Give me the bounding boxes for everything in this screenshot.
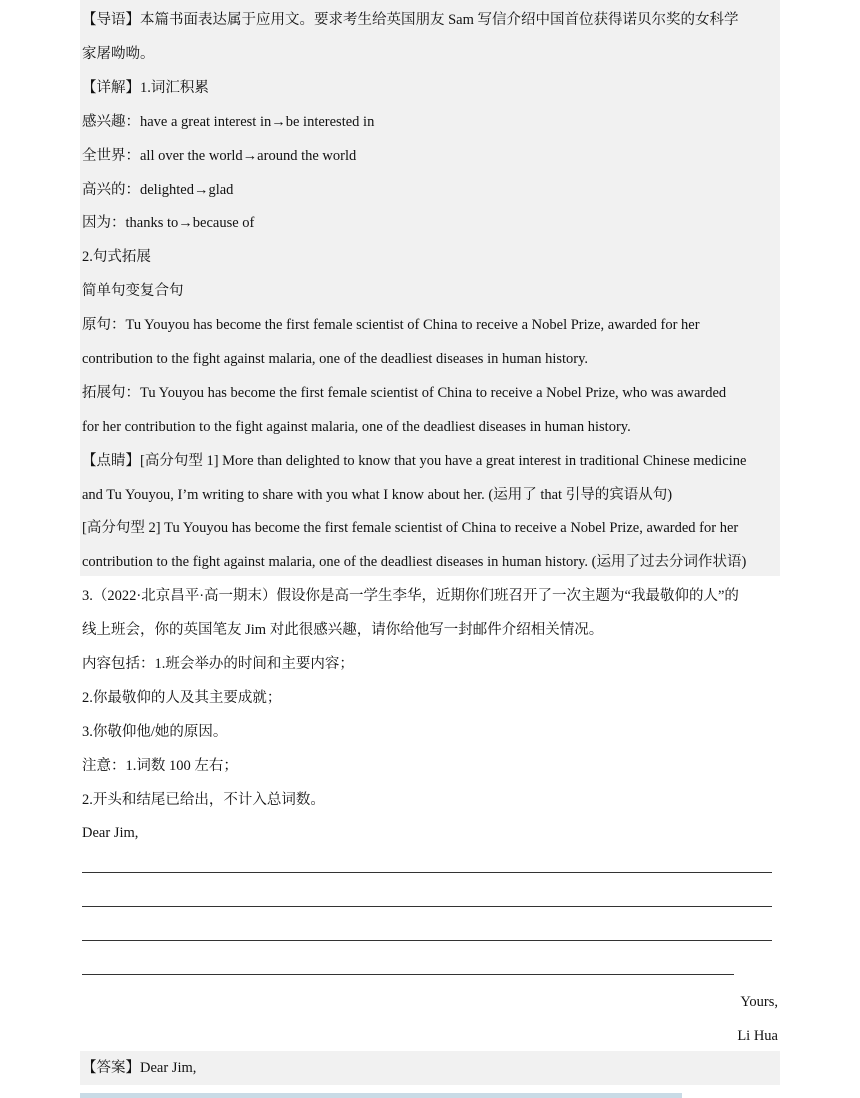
extended-sentence-line-2: for her contribution to the fight against malaria, one of the deadliest diseases in human history. — [82, 419, 631, 435]
letter-greeting: Dear Jim, — [82, 825, 139, 841]
bottom-decoration-bar — [80, 1093, 682, 1098]
pattern-title: 2.句式拓展 — [82, 249, 151, 265]
content-item-3: 3.你敬仰他/她的原因。 — [82, 724, 228, 740]
original-sentence-line-1: 原句：Tu Youyou has become the first female scientist of China to receive a Nobel Prize, awarded for her — [82, 317, 700, 333]
original-sentence-line-2: contribution to the fight against malaria, one of the deadliest diseases in human history. — [82, 351, 589, 367]
content-item-2: 2.你最敬仰的人及其主要成就； — [82, 690, 282, 706]
vocab-item-2: 全世界：all over the world→around the world — [82, 148, 357, 164]
writing-line — [82, 974, 734, 975]
vocab-item-4: 因为：thanks to→because of — [82, 215, 255, 231]
guide-line-1: 【导语】本篇书面表达属于应用文。要求考生给英国朋友 Sam 写信介绍中国首位获得诺贝尔奖的女科学 — [82, 12, 739, 28]
letter-closing: Yours, — [740, 994, 778, 1010]
answer-label: 【答案】Dear Jim, — [82, 1060, 197, 1076]
letter-signature: Li Hua — [737, 1028, 778, 1044]
writing-line — [82, 940, 772, 941]
guide-line-2: 家屠呦呦。 — [82, 46, 155, 62]
note-item-2: 2.开头和结尾已给出，不计入总词数。 — [82, 792, 325, 808]
writing-line — [82, 906, 772, 907]
pattern-subtitle: 简单句变复合句 — [82, 283, 184, 299]
tip-line-3: [高分句型 2] Tu Youyou has become the first female scientist of China to receive a Nobel Prize, awarded for her — [82, 520, 739, 536]
note-item-1: 注意：1.词数 100 左右； — [82, 758, 238, 774]
vocab-item-3: 高兴的：delighted→glad — [82, 182, 234, 198]
content-item-1: 内容包括：1.班会举办的时间和主要内容； — [82, 656, 354, 672]
tip-line-2: and Tu Youyou, I’m writing to share with you what I know about her. (运用了 that 引导的宾语从句) — [82, 487, 673, 503]
question-3-line-1: 3.（2022·北京昌平·高一期末）假设你是高一学生李华，近期你们班召开了一次主题为“我最敬仰的人”的 — [82, 588, 739, 604]
vocab-item-1: 感兴趣：have a great interest in→be interested in — [82, 114, 375, 130]
question-3-line-2: 线上班会，你的英国笔友 Jim 对此很感兴趣，请你给他写一封邮件介绍相关情况。 — [82, 622, 604, 638]
detail-title: 【详解】1.词汇积累 — [82, 80, 209, 96]
tip-line-4: contribution to the fight against malaria, one of the deadliest diseases in human history. (运用了过去分词作状语) — [82, 554, 747, 570]
extended-sentence-line-1: 拓展句：Tu Youyou has become the first female scientist of China to receive a Nobel Prize, who was awarded — [82, 385, 727, 401]
writing-line — [82, 872, 772, 873]
tip-line-1: 【点睛】[高分句型 1] More than delighted to know that you have a great interest in traditional Chinese medicine — [82, 453, 747, 469]
